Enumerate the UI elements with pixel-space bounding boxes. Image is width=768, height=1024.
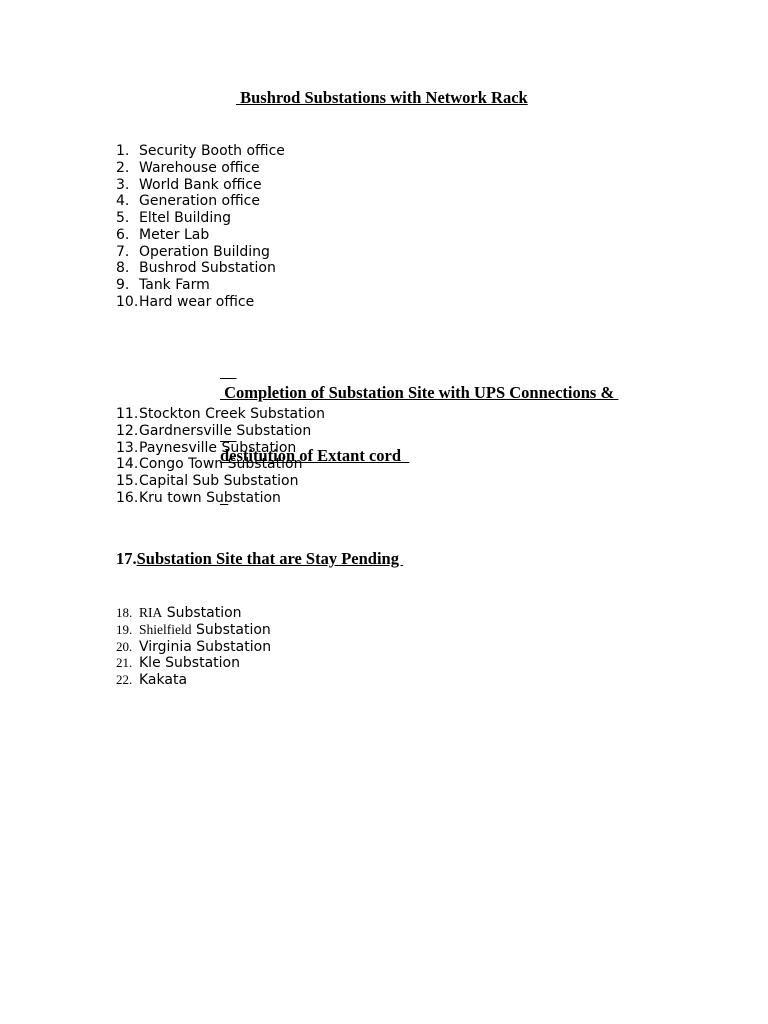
- list-item: [116, 244, 285, 261]
- item-text: Gardnersville Substation: [139, 422, 312, 439]
- list-bushrod-sites: [116, 143, 285, 311]
- item-text: Bushrod Substation: [139, 260, 276, 277]
- item-text: Meter Lab: [139, 226, 210, 243]
- item-text: Hard wear office: [139, 293, 255, 310]
- list-item: [116, 260, 285, 277]
- heading-line: Completion of Substation Site with UPS Connections &: [220, 383, 619, 402]
- list-item: [116, 143, 285, 160]
- list-item: [116, 193, 285, 210]
- list-item: [116, 177, 285, 194]
- list-item: [116, 473, 325, 490]
- item-number: 15.: [116, 473, 139, 489]
- list-item: [116, 423, 325, 440]
- heading-bushrod-substations: Bushrod Substations with Network Rack: [236, 88, 528, 107]
- item-text: Stockton Creek Substation: [139, 406, 325, 422]
- item-number: 19.: [116, 621, 133, 637]
- list-item: [116, 639, 271, 656]
- item-number: 7.: [116, 243, 130, 260]
- item-number: 5.: [116, 210, 130, 226]
- list-item: [116, 160, 285, 177]
- item-text: Substation: [191, 621, 271, 638]
- item-text: Tank Farm: [139, 277, 210, 293]
- item-name-serif: RIA: [139, 605, 163, 620]
- item-name-serif: Shielfield: [139, 621, 192, 637]
- list-item: [116, 622, 271, 639]
- item-number: 2.: [116, 159, 130, 176]
- list-pending-substations: [116, 605, 271, 689]
- heading-pending-substations: [116, 549, 403, 569]
- item-number: 12.: [116, 422, 139, 439]
- item-text: Security Booth office: [139, 143, 285, 159]
- item-number: 14.: [116, 456, 139, 473]
- item-text: Congo Town Substation: [139, 456, 303, 473]
- item-text: Substation: [162, 605, 242, 621]
- list-item: [116, 605, 271, 622]
- item-text: Kle Substation: [139, 655, 240, 672]
- list-item: [116, 672, 271, 689]
- item-number: 16.: [116, 489, 139, 506]
- item-number: 4.: [116, 193, 130, 210]
- item-number: 21.: [116, 655, 133, 671]
- item-number: 3.: [116, 176, 130, 193]
- list-item: [116, 440, 325, 457]
- item-text: Eltel Building: [139, 210, 231, 226]
- item-number: 11.: [116, 406, 139, 422]
- item-number: 13.: [116, 439, 139, 456]
- list-item: [116, 406, 325, 423]
- item-text: World Bank office: [139, 176, 262, 193]
- item-text: Generation office: [139, 193, 260, 210]
- heading-line: destitution of Extant cord: [220, 446, 410, 465]
- item-text: Paynesville Substation: [139, 439, 297, 456]
- item-text: Warehouse office: [139, 159, 260, 176]
- item-number: 9.: [116, 277, 130, 293]
- list-item: [116, 277, 285, 294]
- list-item: [116, 227, 285, 244]
- list-item: [116, 490, 325, 507]
- item-number: 20.: [116, 638, 133, 654]
- heading-number: 17.: [116, 549, 137, 568]
- item-text: Virginia Substation: [139, 638, 272, 655]
- item-text: Capital Sub Substation: [139, 473, 299, 489]
- item-number: 1.: [116, 143, 130, 159]
- list-item: [116, 294, 285, 311]
- item-text: Kru town Substation: [139, 489, 281, 506]
- item-text: Kakata: [139, 672, 188, 688]
- item-number: 22.: [116, 672, 133, 687]
- list-completed-substations: [116, 406, 325, 507]
- item-number: 8.: [116, 260, 130, 277]
- item-number: 10.: [116, 293, 139, 310]
- item-number: 18.: [116, 605, 133, 620]
- list-item: [116, 655, 271, 672]
- list-item: [116, 210, 285, 227]
- list-item: [116, 456, 325, 473]
- heading-title: Substation Site that are Stay Pending: [136, 549, 404, 568]
- item-number: 6.: [116, 226, 130, 243]
- item-text: Operation Building: [139, 243, 270, 260]
